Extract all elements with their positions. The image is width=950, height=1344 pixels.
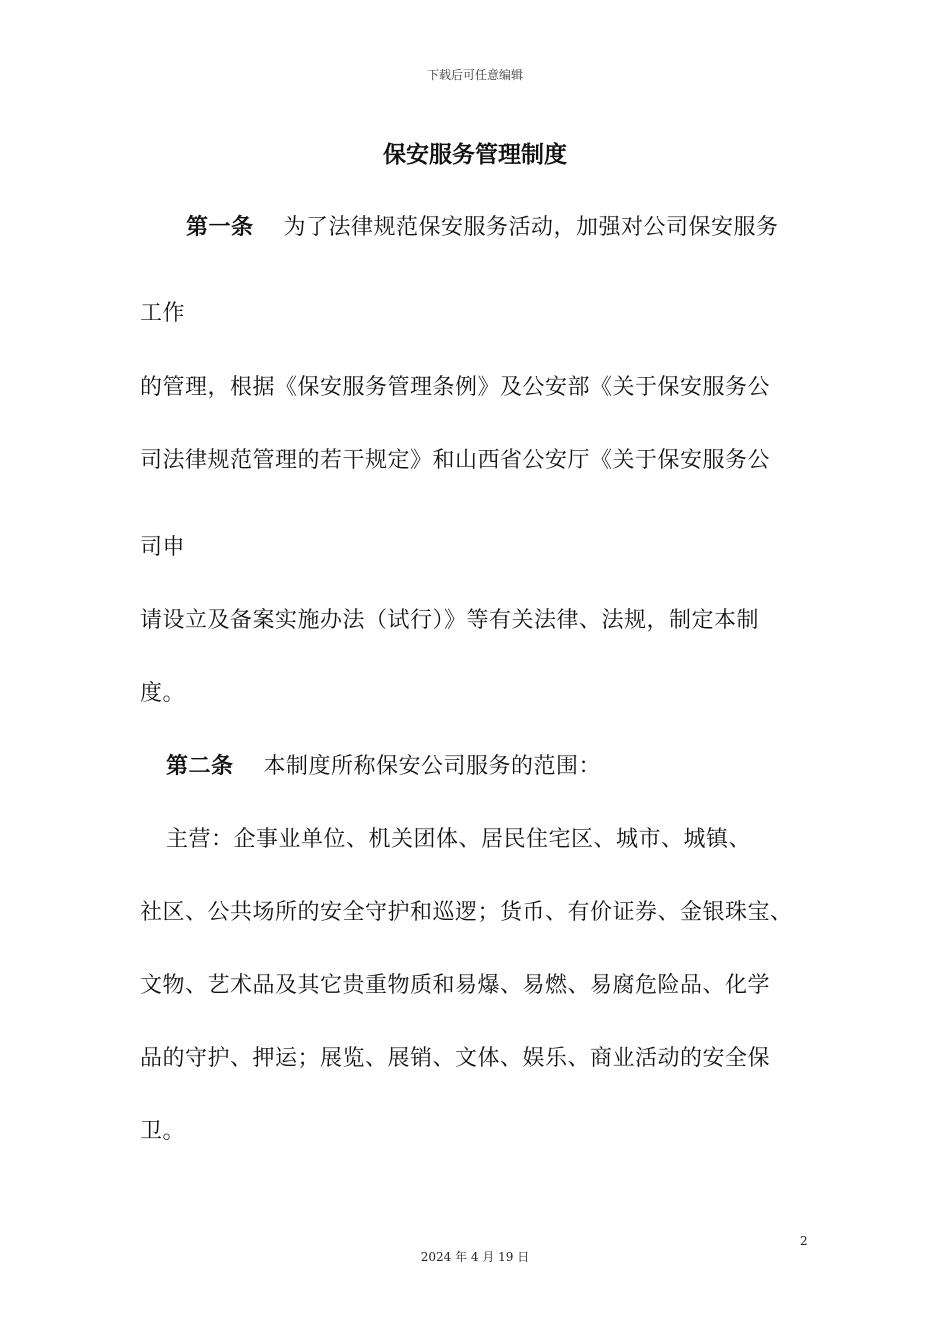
document-title: 保安服务管理制度	[383, 142, 567, 168]
article2-line-1: 主营：企事业单位、机关团体、居民住宅区、城市、城镇、	[166, 827, 752, 852]
header-note: 下载后可任意编辑	[426, 68, 523, 82]
article2-number: 第二条	[166, 754, 234, 779]
article1-line-3: 的管理，根据《保安服务管理条例》及公安部《关于保安服务公	[140, 375, 771, 400]
article1-line-5: 司申	[140, 535, 186, 560]
article2-line-4: 品的守护、押运；展览、展销、文体、娱乐、商业活动的安全保	[140, 1046, 771, 1071]
article2-first-line	[166, 749, 601, 780]
article2-line-3: 文物、艺术品及其它贵重物质和易爆、易燃、易腐危险品、化学	[140, 973, 771, 998]
article1-number: 第一条	[186, 215, 254, 240]
article2-line-2: 社区、公共场所的安全守护和巡逻；货币、有价证券、金银珠宝、	[140, 900, 793, 925]
article2-intro: 本制度所称保安公司服务的范围：	[263, 754, 602, 779]
article2-line-5: 卫。	[140, 1119, 186, 1144]
article1-first-line	[186, 210, 779, 241]
article1-line-2: 工作	[140, 301, 186, 326]
page-number: 2	[800, 1234, 808, 1248]
article1-line-7: 度。	[140, 681, 186, 706]
footer-date: 2024 年 4 月 19 日	[420, 1250, 530, 1264]
article1-line-4: 司法律规范管理的若干规定》和山西省公安厅《关于保安服务公	[140, 448, 771, 473]
article1-line-6: 请设立及备案实施办法（试行）》等有关法律、法规，制定本制	[140, 608, 760, 633]
article1-line-1: 为了法律规范保安服务活动，加强对公司保安服务	[283, 215, 779, 240]
